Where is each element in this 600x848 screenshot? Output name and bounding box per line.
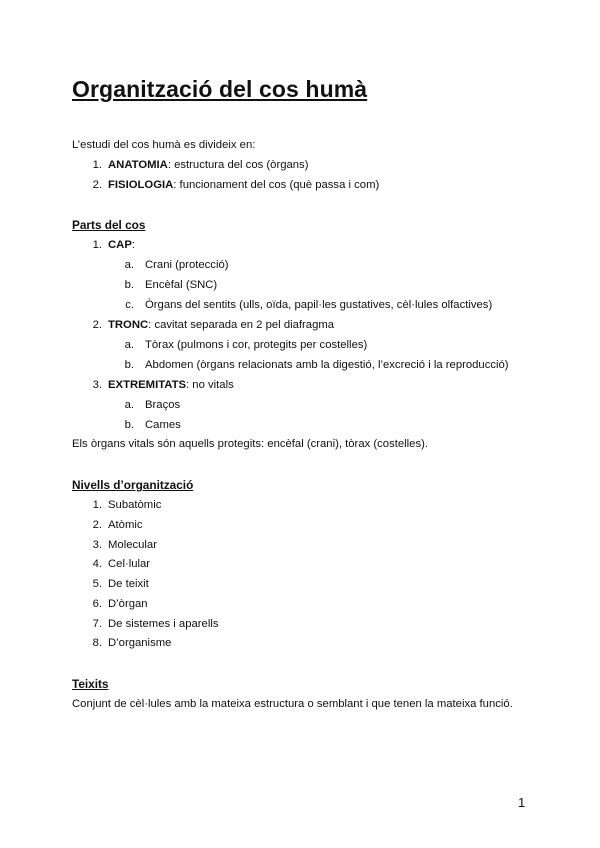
intro-item-term: ANATOMIA (108, 159, 168, 171)
nivell-number: 6. (92, 598, 102, 610)
intro-text: L’estudi del cos humà es divideix en: (72, 139, 256, 151)
nivell-item: Subatòmic (108, 499, 162, 511)
intro-item-desc: : estructura del cos (òrgans) (167, 159, 309, 171)
parts-subitem-letter: a. (124, 399, 134, 411)
parts-item-number: 1. (92, 239, 102, 251)
page-number: 1 (518, 795, 526, 810)
nivell-item: D’organisme (108, 637, 172, 649)
parts-subitem-letter: b. (124, 359, 134, 371)
parts-subitem: Cames (145, 419, 181, 431)
parts-subitem-letter: a. (124, 259, 134, 271)
nivell-number: 7. (92, 618, 102, 630)
nivell-item: Molecular (108, 539, 157, 551)
nivell-item: D’òrgan (108, 598, 148, 610)
nivell-number: 5. (92, 578, 102, 590)
parts-item-desc: : (131, 239, 135, 251)
parts-subitem: Abdomen (òrgans relacionats amb la digestió, l’excreció i la reproducció) (145, 359, 509, 371)
nivell-item: De teixit (108, 578, 149, 590)
parts-item-desc: : no vitals (186, 379, 234, 391)
parts-subitem: Crani (protecció) (145, 259, 229, 271)
parts-subitem: Encèfal (SNC) (145, 279, 218, 291)
parts-item-term: TRONC (108, 319, 149, 331)
intro-item (108, 178, 379, 192)
nivell-number: 8. (92, 637, 102, 649)
intro-item-number: 2. (92, 179, 102, 191)
parts-item (108, 378, 234, 392)
nivell-number: 4. (92, 558, 102, 570)
parts-item-term: EXTREMITATS (108, 379, 187, 391)
intro-item-term: FISIOLOGIA (108, 179, 174, 191)
intro-item (108, 158, 308, 172)
nivell-number: 2. (92, 519, 102, 531)
nivell-item: Atòmic (108, 519, 143, 531)
section-heading-nivells: Nivells d’organització (72, 478, 194, 492)
intro-item-number: 1. (92, 159, 102, 171)
page-title: Organització del cos humà (72, 76, 368, 102)
parts-subitem: Tòrax (pulmons i cor, protegits per costelles) (145, 339, 368, 351)
teixits-definition: Conjunt de cèl·lules amb la mateixa estructura o semblant i que tenen la mateixa funció. (72, 698, 513, 710)
parts-item-number: 2. (92, 319, 102, 331)
parts-item (108, 318, 334, 332)
nivell-number: 1. (92, 499, 102, 511)
parts-item-term: CAP (108, 239, 132, 251)
parts-subitem: Òrgans del sentits (ulls, oïda, papil·les gustatives, cèl·lules olfactives) (145, 299, 493, 311)
intro-item-desc: : funcionament del cos (què passa i com) (173, 179, 380, 191)
section-heading-teixits: Teixits (72, 677, 109, 691)
parts-subitem: Braços (145, 399, 181, 411)
parts-subitem-letter: b. (124, 279, 134, 291)
parts-item-number: 3. (92, 379, 102, 391)
parts-subitem-letter: b. (124, 419, 134, 431)
vital-organs-note: Els òrgans vitals són aquells protegits: encèfal (crani), tòrax (costelles). (72, 438, 429, 450)
nivell-item: Cel·lular (108, 558, 151, 570)
parts-item-desc: : cavitat separada en 2 pel diafragma (148, 319, 335, 331)
parts-item (108, 238, 135, 252)
section-heading-parts: Parts del cos (72, 218, 146, 232)
nivell-item: De sistemes i aparells (108, 618, 219, 630)
parts-subitem-letter: a. (124, 339, 134, 351)
parts-subitem-letter: c. (125, 299, 134, 311)
nivell-number: 3. (92, 539, 102, 551)
